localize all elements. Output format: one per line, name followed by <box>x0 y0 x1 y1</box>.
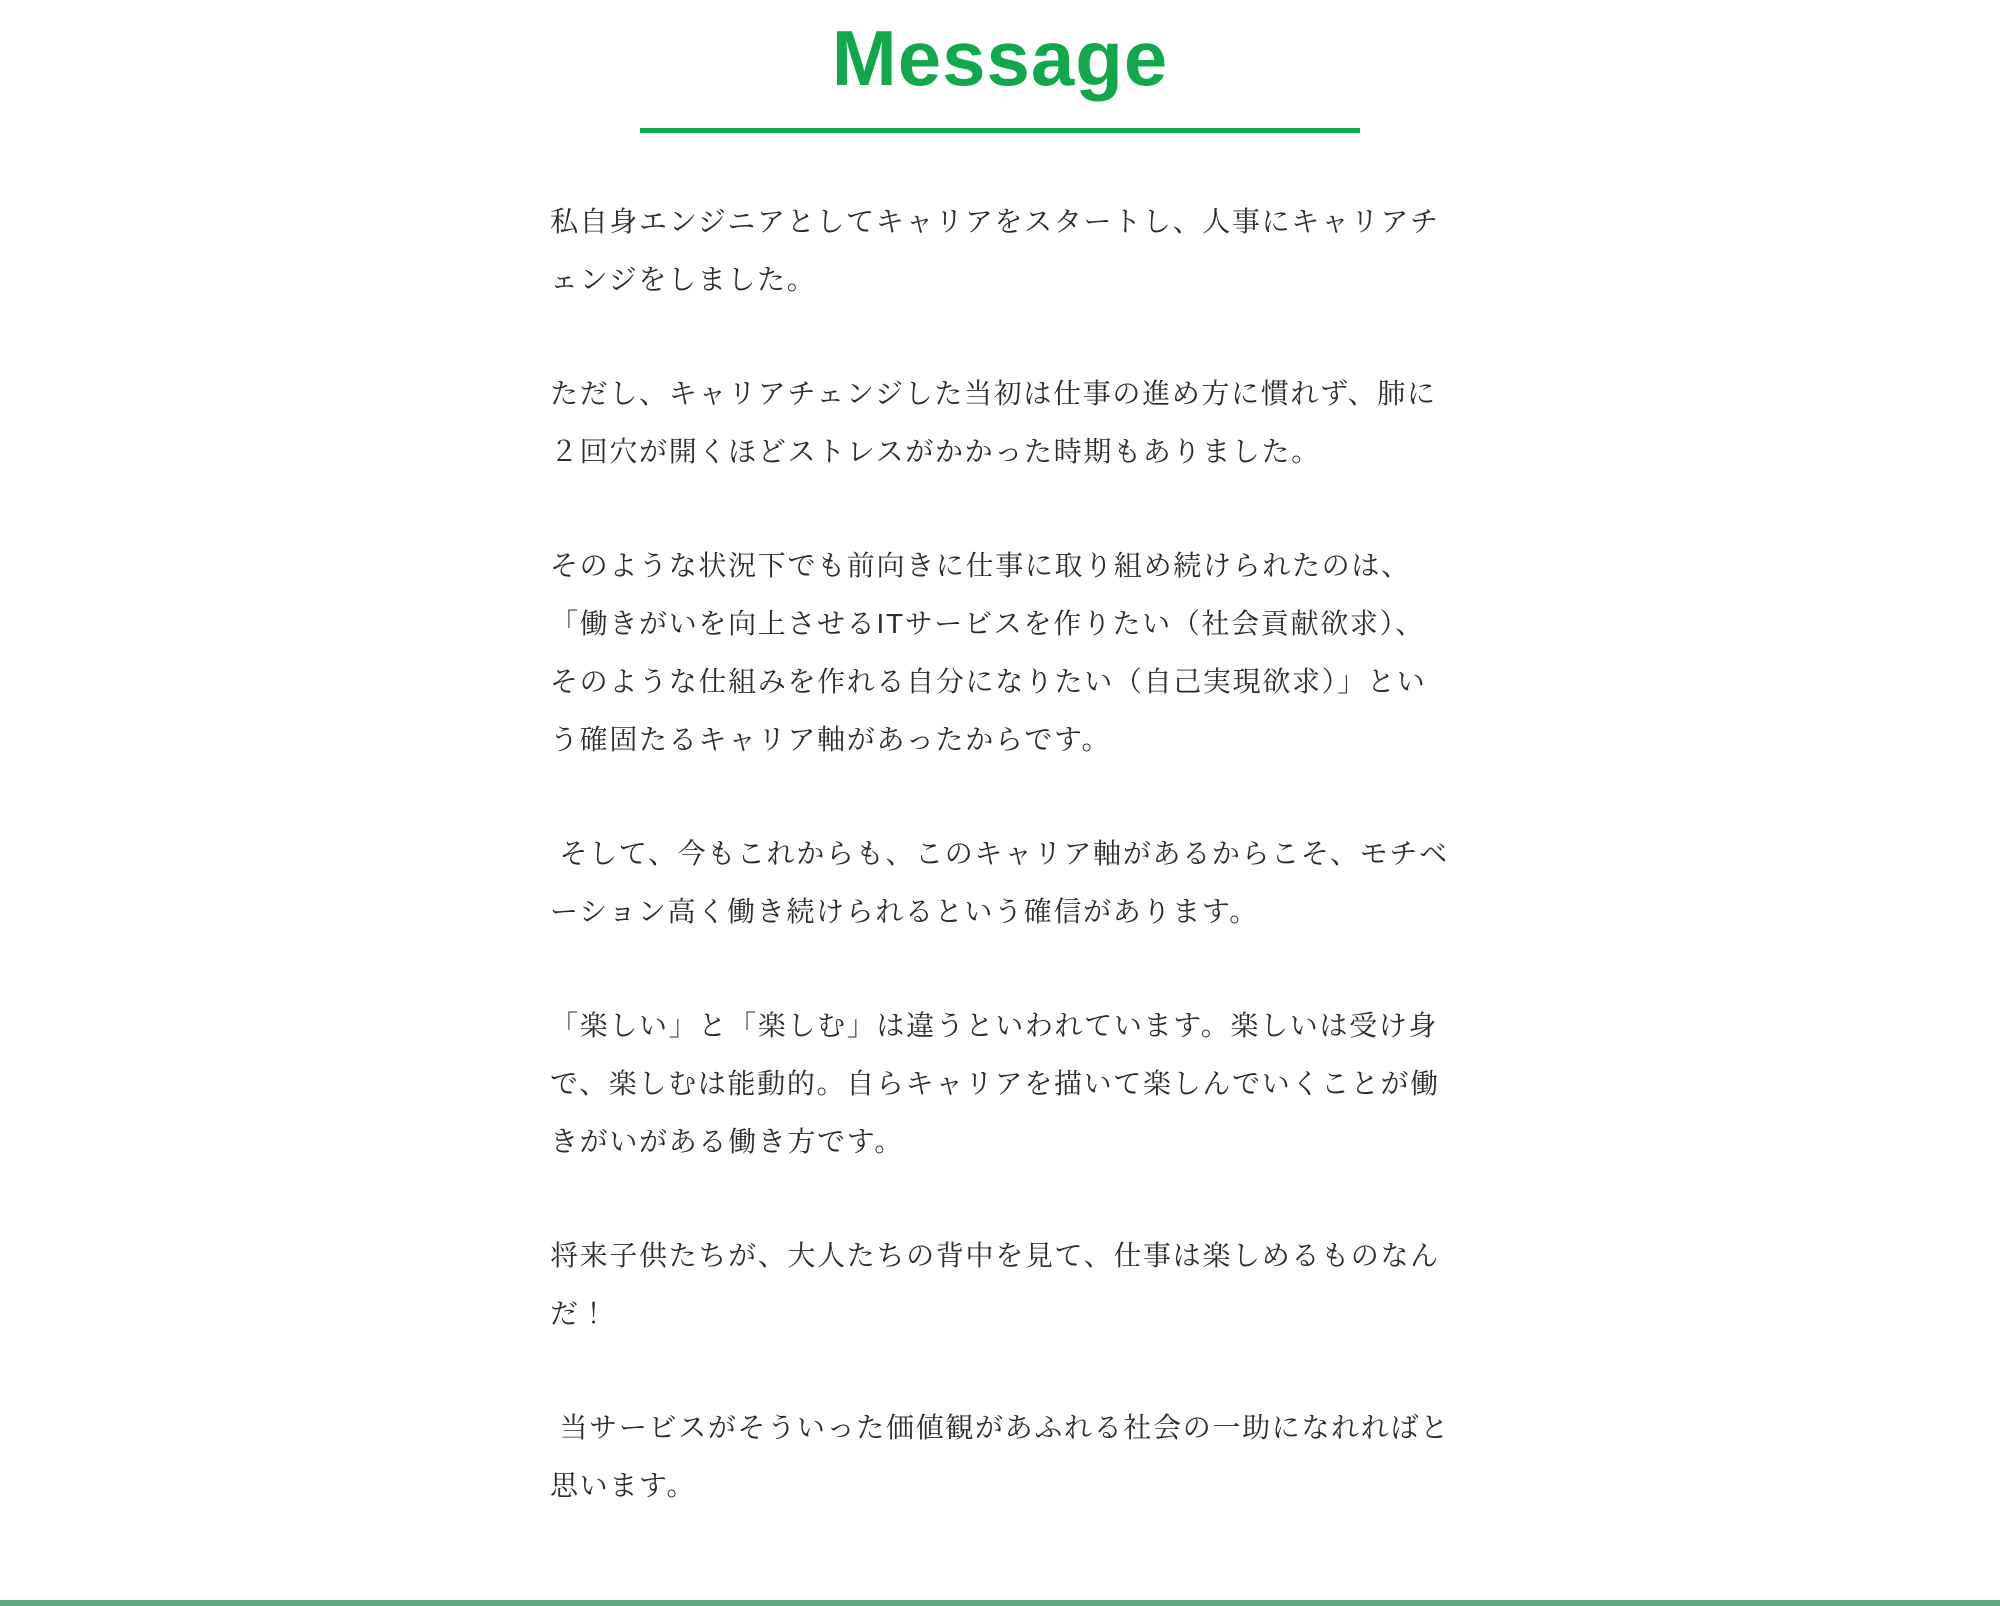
message-paragraph: 当サービスがそういった価値観があふれる社会の一助になれればと思います。 <box>550 1411 1450 1501</box>
message-paragraph: そのような状況下でも前向きに仕事に取り組め続けられたのは、「働きがいを向上させるITサービスを作りたい（社会貢献欲求）、そのような仕組みを作れる自分になりたい（自己実現欲求）」という確固たるキャリア軸があったからです。 <box>550 549 1427 755</box>
message-paragraph: そして、今もこれからも、このキャリア軸があるからこそ、モチベーション高く働き続けられるという確信があります。 <box>550 837 1449 927</box>
message-header <box>0 0 2000 133</box>
message-paragraph: 私自身エンジニアとしてキャリアをスタートし、人事にキャリアチェンジをしました。 <box>550 205 1440 295</box>
message-paragraph: 「楽しい」と「楽しむ」は違うといわれています。楽しいは受け身で、楽しむは能動的。自らキャリアを描いて楽しんでいくことが働きがいがある働き方です。 <box>550 1009 1440 1157</box>
message-body <box>550 193 1450 1515</box>
message-paragraph: 将来子供たちが、大人たちの背中を見て、仕事は楽しめるものなんだ！ <box>550 1239 1440 1329</box>
page-title: Message <box>831 14 1169 102</box>
message-paragraph: ただし、キャリアチェンジした当初は仕事の進め方に慣れず、肺に２回穴が開くほどストレスがかかった時期もありました。 <box>550 377 1437 467</box>
title-underline <box>640 128 1360 133</box>
footer-top-border <box>0 1600 2000 1606</box>
